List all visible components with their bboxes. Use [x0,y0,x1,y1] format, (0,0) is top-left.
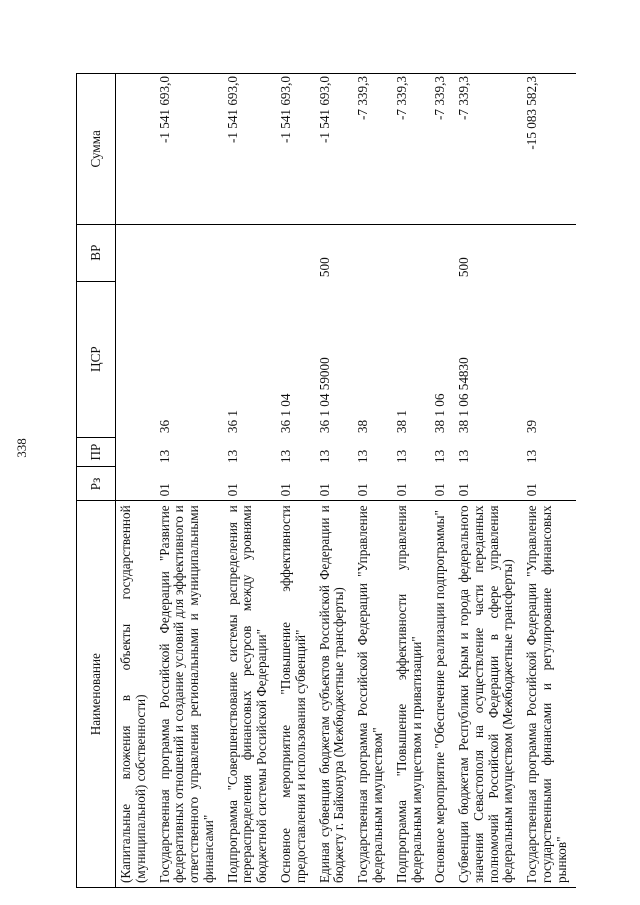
header-vr: ВР [77,224,116,281]
row-rz: 01 [456,483,472,497]
row-vr: 500 [316,257,332,278]
table-row [454,74,522,888]
row-csr: 36 1 04 [278,393,294,434]
table-row [522,74,575,888]
row-csr: 36 1 [224,410,240,434]
header-rz: Рз [77,467,116,501]
row-csr: 39 [524,419,540,434]
row-pr: 13 [316,449,332,463]
row-name: Основное мероприятие "Повышение эффективности предоставления и использования субвенций" [276,501,315,888]
row-sum: -7 339,3 [430,74,454,225]
row-vr: 500 [456,257,472,278]
row-vr [430,224,454,281]
header-csr: ЦСР [77,281,116,437]
row-rz: 01 [524,483,540,497]
row-csr: 36 [156,419,172,434]
row-sum: -15 083 582,3 [522,74,575,225]
row-pr: 13 [156,449,172,463]
row-vr [276,224,315,281]
table-row [430,74,454,888]
row-csr: 36 1 04 59000 [316,357,332,434]
row-csr: 38 1 06 [432,393,448,434]
budget-table [76,73,576,888]
row-sum [116,74,155,225]
row-rz [116,467,155,501]
table-row [223,74,276,888]
row-name: Государственная программа Российской Федерации "Управление государственными финансами и регулирование финансовых рынков" [522,501,575,888]
row-sum: -7 339,3 [454,74,522,225]
row-sum: -7 339,3 [353,74,392,225]
header-name: Наименование [77,501,116,888]
table-row [353,74,392,888]
row-name: Подпрограмма "Совершенствование системы распределения и перераспределения финансовых ресурсов между уровнями бюджетной системы Российской Федерации" [223,501,276,888]
row-vr [522,224,575,281]
row-rz: 01 [156,483,172,497]
row-csr: 38 1 [393,410,409,434]
row-name: Субвенции бюджетам Республики Крым и города федерального значения Севастополя на осуществление части переданных полномочий Российской Федерации в сфере управления федеральным имуществом (Межбюджетные трансферты) [454,501,522,888]
table-row [392,74,431,888]
row-csr: 38 [355,419,371,434]
row-rz: 01 [224,483,240,497]
row-name: Государственная программа Российской Федерации "Управление федеральным имуществом" [353,501,392,888]
row-name: Основное мероприятие "Обеспечение реализации подпрограммы" [430,501,454,888]
row-pr: 13 [224,449,240,463]
row-rz: 01 [316,483,332,497]
row-pr: 13 [355,449,371,463]
row-pr [116,437,155,467]
budget-table-rotated [76,73,596,888]
row-vr [116,224,155,281]
row-pr: 13 [278,449,294,463]
row-rz: 01 [355,483,371,497]
row-sum: -7 339,3 [392,74,431,225]
row-name: (Капитальные вложения в объекты государственной (муниципальной) собственности) [116,501,155,888]
row-vr [155,224,223,281]
header-pr: ПР [77,437,116,467]
row-csr [116,281,155,437]
row-pr: 13 [393,449,409,463]
row-vr [223,224,276,281]
row-sum: -1 541 693,0 [223,74,276,225]
table-row [315,74,354,888]
row-sum: -1 541 693,0 [276,74,315,225]
row-sum: -1 541 693,0 [155,74,223,225]
page-number: 338 [14,438,29,458]
table-header-row [77,74,116,888]
row-name: Единая субвенция бюджетам субъектов Российской Федерации и бюджету г. Байконура (Межбюджетные трансферты) [315,501,354,888]
row-sum: -1 541 693,0 [315,74,354,225]
row-pr: 13 [456,449,472,463]
row-pr: 13 [432,449,448,463]
row-name: Подпрограмма "Повышение эффективности управления федеральным имуществом и приватизации" [392,501,431,888]
row-name: Государственная программа Российской Федерации "Развитие федеративных отношений и создание условий для эффективного и ответственного управления региональными и муниципальными финансами" [155,501,223,888]
row-vr [392,224,431,281]
row-csr: 38 1 06 54830 [456,357,472,434]
table-row [116,74,155,888]
table-row [276,74,315,888]
row-rz: 01 [393,483,409,497]
row-vr [353,224,392,281]
row-pr: 13 [524,449,540,463]
table-row [155,74,223,888]
row-rz: 01 [278,483,294,497]
header-sum: Сумма [77,74,116,225]
row-rz: 01 [432,483,448,497]
